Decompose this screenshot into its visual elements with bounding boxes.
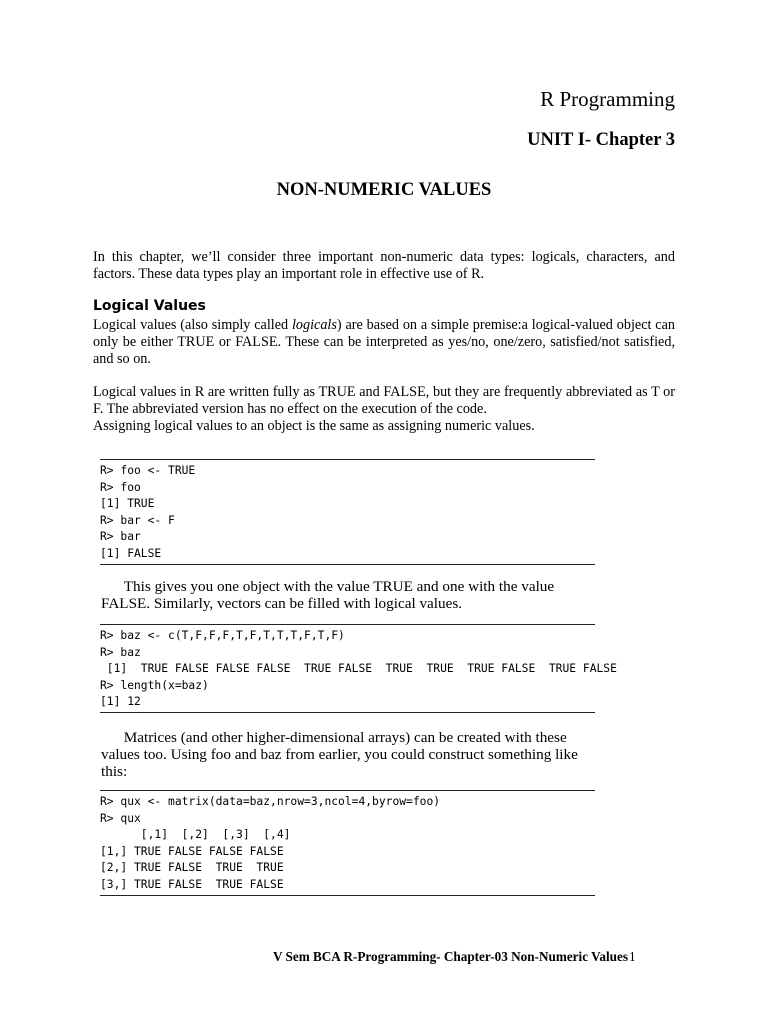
book-paragraph-2 — [101, 729, 596, 780]
code-line: [1] TRUE — [100, 497, 155, 511]
code-line: [1] FALSE — [100, 546, 162, 560]
unit-title: UNIT I- Chapter 3 — [527, 130, 675, 150]
bp1-c: and one with the value — [412, 578, 555, 595]
section-heading: Logical Values — [93, 298, 206, 314]
code-line: R> foo — [100, 480, 141, 494]
p1-emphasis: logicals — [291, 317, 337, 333]
page-number: 1 — [629, 949, 636, 964]
code-line: [,1] [,2] [,3] [,4] — [100, 828, 291, 842]
code-block-2 — [100, 624, 617, 713]
code-line: R> qux <- matrix(data=baz,nrow=3,ncol=4,byrow=foo) — [100, 795, 441, 808]
bp1-d: FALSE — [101, 595, 147, 612]
code-line: R> bar <- F — [100, 513, 175, 527]
code-line: R> baz <- c(T,F,F,F,T,F,T,T,T,F,T,F) — [100, 629, 345, 642]
code-line: R> baz — [100, 645, 141, 659]
code-line: R> qux — [100, 811, 141, 825]
code-block-1 — [100, 459, 595, 565]
bp2-b: foo — [210, 746, 231, 763]
bp2-e: from earlier, you could construct something like this: — [101, 746, 578, 780]
code-line: [1] 12 — [100, 695, 141, 709]
bp2-a: Matrices (and other higher-dimensional arrays) can be created with these values too. Using — [101, 729, 567, 763]
abbreviation-paragraph — [93, 384, 675, 435]
p2-line-1: Logical values in R are written fully as TRUE and FALSE, but they are frequently abbreviated as T or F. The abbreviated version has no effect on the execution of the code. — [93, 384, 675, 417]
course-title: R Programming — [540, 87, 675, 111]
book-paragraph-1 — [101, 578, 596, 612]
bp1-e: . Similarly, vectors can be filled with logical values. — [146, 595, 463, 612]
code-line: R> length(x=baz) — [100, 678, 209, 692]
p1-text-before: Logical values (also simply called — [93, 317, 292, 333]
chapter-title: NON-NUMERIC VALUES — [276, 180, 492, 200]
bp1-a: This gives you one object with the value — [123, 578, 374, 595]
p1-text-after: ) are based on a simple premise:a logical-valued object can only be either TRUE or FALSE. These can be interpreted as yes/no, one/zero, satisfied/not satisfied, and so on. — [93, 317, 675, 367]
code-block-3 — [100, 790, 595, 896]
code-line: R> bar — [100, 530, 141, 544]
bp2-d: baz — [260, 746, 282, 763]
p2-line-2: Assigning logical values to an object is the same as assigning numeric values. — [93, 418, 535, 434]
bp1-b: TRUE — [373, 578, 413, 595]
intro-paragraph: In this chapter, we’ll consider three important non-numeric data types: logicals, characters, and factors. These data types play an important role in effective use of R. — [93, 249, 675, 282]
code-line: [2,] TRUE FALSE TRUE TRUE — [100, 861, 284, 875]
bp2-c: and — [230, 746, 261, 763]
code-line: R> foo <- TRUE — [100, 464, 196, 477]
footer-text: V Sem BCA R-Programming- Chapter-03 Non-Numeric Values — [272, 949, 628, 964]
code-line: [3,] TRUE FALSE TRUE FALSE — [100, 877, 284, 891]
code-line: [1] TRUE FALSE FALSE FALSE TRUE FALSE TRUE TRUE TRUE FALSE TRUE FALSE — [100, 662, 617, 676]
code-line: [1,] TRUE FALSE FALSE FALSE — [100, 844, 284, 858]
logical-values-paragraph — [93, 317, 675, 368]
